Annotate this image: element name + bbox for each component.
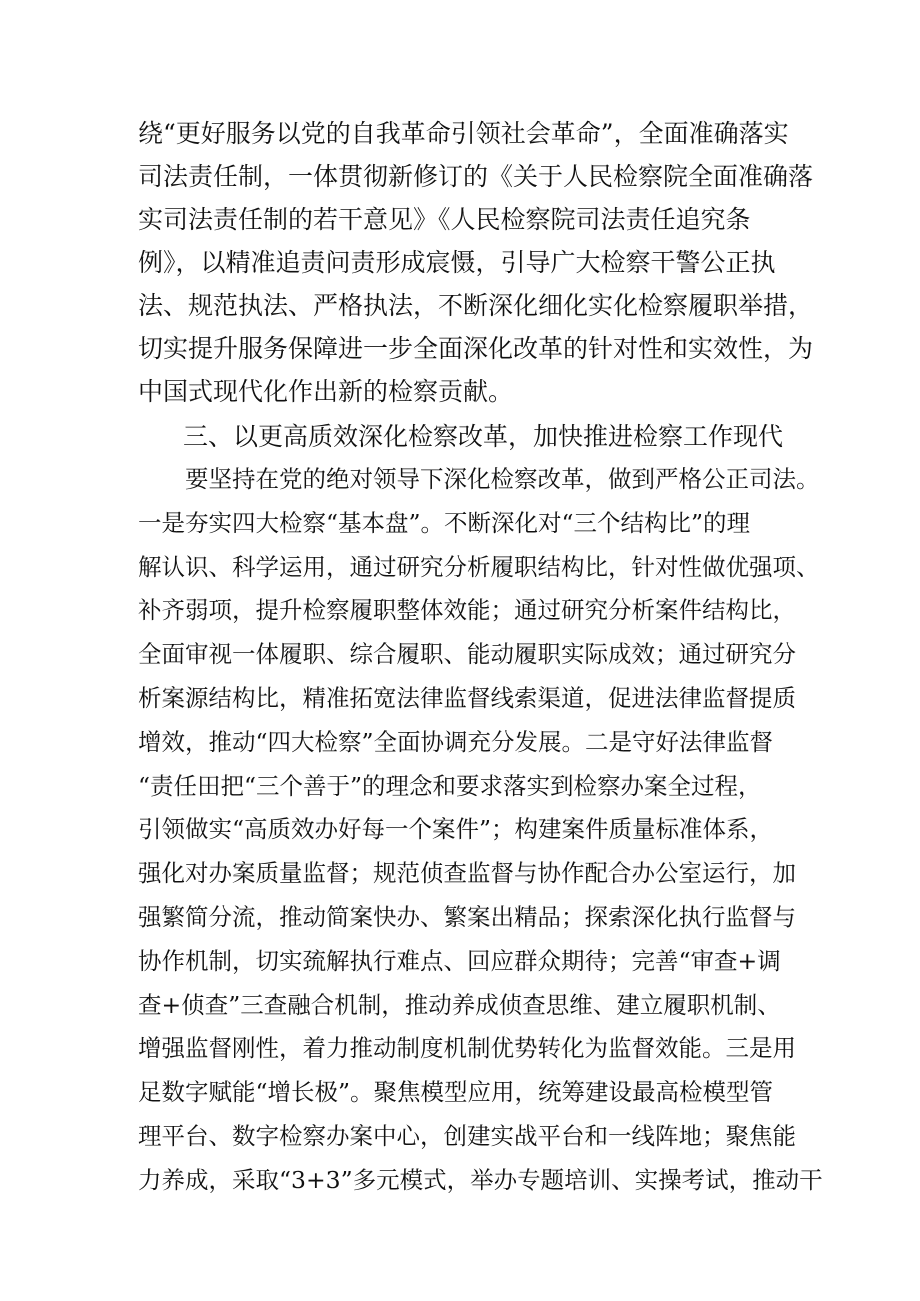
paragraph-line: 法、规范执法、严格执法，不断深化细化实化检察履职举措， <box>138 291 814 320</box>
paragraph-line: 全面审视一体履职、综合履职、能动履职实际成效；通过研究分 <box>138 640 796 669</box>
paragraph-line: 足数字赋能“增长极”。聚焦模型应用，统筹建设最高检模型管 <box>138 1078 774 1107</box>
paragraph-line: 强繁简分流，推动简案快办、繁案出精品；探索深化执行监督与 <box>138 902 796 931</box>
paragraph-line: 理平台、数字检察办案中心，创建实战平台和一线阵地；聚焦能 <box>138 1121 796 1150</box>
paragraph-line: 例》，以精准追责问责形成宸慑，引导广大检察干警公正执 <box>138 248 776 277</box>
paragraph-line: 力养成，采取“3+3”多元模式，举办专题培训、实操考试，推动干 <box>138 1165 823 1194</box>
paragraph-1 <box>138 112 814 413</box>
paragraph-line: 增效，推动“四大检察”全面协调充分发展。二是守好法律监督 <box>138 727 774 756</box>
paragraph-line: 增强监督刚性，着力推动制度机制优势转化为监督效能。三是用 <box>138 1034 796 1063</box>
paragraph-line: 切实提升服务保障进一步全面深化改革的针对性和实效性，为 <box>138 334 814 363</box>
paragraph-line: 要坚持在党的绝对领导下深化检察改革，做到严格公正司法。 <box>185 465 820 493</box>
paragraph-line: 实司法责任制的若干意见》《人民检察院司法责任追究条 <box>138 205 751 234</box>
paragraph-line: 补齐弱项，提升检察履职整体效能；通过研究分析案件结构比， <box>138 596 796 625</box>
paragraph-line: 协作机制，切实巯解执行难点、回应群众期待；完善“审查+调 <box>138 946 781 975</box>
paragraph-line: 绕“更好服务以党的自我革命引领社会革命”，全面准确落实 <box>138 119 789 148</box>
paragraph-line: 中国式现代化作出新的检察贡献。 <box>138 377 514 406</box>
paragraph-line: 析案源结构比，精准拓宽法律监督线索渠道，促进法律监督提质 <box>138 683 796 712</box>
paragraph-2 <box>138 458 823 1203</box>
section-heading: 三、以更高质效深化检察改革，加快推进检察工作现代 <box>183 422 784 451</box>
paragraph-line: 查+侦查”三查融合机制，推动养成侦查思维、建立履职机制、 <box>138 990 781 1019</box>
paragraph-line: 强化对办案质量监督；规范侦查监督与协作配合办公室运行，加 <box>138 859 796 888</box>
paragraph-line: 司法责任制，一体贯彻新修订的《关于人民检察院全面准确落 <box>138 162 814 191</box>
paragraph-line: 一是夯实四大检察“基本盘”。不断深化对“三个结构比”的理 <box>138 508 751 537</box>
paragraph-line: “责任田把“三个善于”的理念和要求落实到检察办案全过程， <box>138 771 762 800</box>
paragraph-line: 解认识、科学运用，通过研究分析履职结构比，针对性做优强项、 <box>138 552 820 581</box>
paragraph-line: 引领做实“高质效办好每一个案件”；构建案件质量标准体系， <box>138 815 774 844</box>
